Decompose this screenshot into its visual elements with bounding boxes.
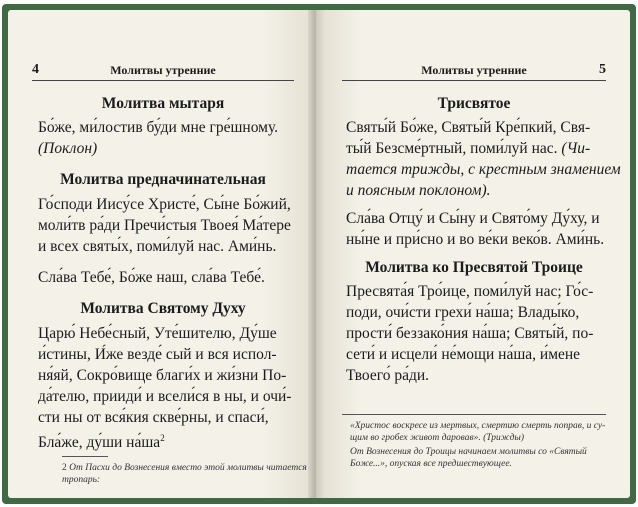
prayer-line: и́стины, И́же везде́ сый и вся испол-	[38, 346, 277, 363]
prayer-line: Го́споди Иису́се Христе́, Сы́не Бо́жий,	[38, 196, 291, 213]
book-gutter	[308, 10, 324, 498]
section-heading: Молитва предначинательная	[60, 171, 266, 188]
prayer-line: моли́тв ра́ди Пречи́стыя Твоея́ Ма́тере	[38, 217, 291, 234]
prayer-line: ня́яй, Сокро́вище благи́х и жи́зни По-	[38, 367, 287, 384]
right-page	[324, 10, 630, 498]
rubric-note: (Поклон)	[38, 140, 98, 157]
prayer-line	[346, 138, 590, 159]
footnote-number: 2	[62, 463, 67, 473]
prayer-line: Сла́ва Тебе́, Бо́же наш, сла́ва Тебе́.	[38, 269, 265, 286]
prayer-line: прости́ беззако́ния на́ша; Святы́й, по-	[346, 325, 594, 342]
prayer-line: поди, очи́сти грехи́ на́ша; Влады́ко,	[346, 304, 580, 321]
prayer-line-text: Бла́же, ду́ши на́ша	[38, 434, 161, 452]
prayer-line-text: ты́й Безсме́ртный, поми́луй нас.	[346, 140, 558, 157]
rubric-note: (Чи-	[561, 140, 591, 157]
prayer-line: ны́не и при́сно и во ве́ки веко́в. Ами́нь.	[346, 231, 605, 248]
prayer-book	[2, 4, 636, 504]
prayer-line: да́телю, прииди́ и всели́ся в ны, и очи́-	[38, 388, 292, 405]
prayer-line: сти ны от вся́кия скве́рны, и спаси́,	[38, 409, 269, 426]
prayer-line: Бо́же, ми́лостив бу́ди мне гре́шному.	[38, 119, 279, 136]
footnote-marker: 2	[160, 433, 165, 443]
footnote-line: От Вознесения до Троицы начинаем молитвы со «Святый	[350, 447, 587, 457]
footnote-rule	[62, 456, 108, 457]
section-heading: Трисвятое	[437, 95, 511, 112]
prayer-line: Пресвята́я Тро́ице, поми́луй нас; Го́с-	[346, 283, 594, 300]
left-page	[8, 10, 308, 498]
prayer-line: Святы́й Бо́же, Святы́й Кре́пкий, Свя-	[346, 119, 591, 136]
prayer-line: Сла́ва Отцу́ и Сы́ну и Свято́му Ду́ху, и	[346, 210, 600, 227]
footnote-line: Боже...», опуская все предшествующее.	[350, 459, 512, 469]
prayer-line: Твоего́ ра́ди.	[346, 367, 430, 384]
footnote-text: От Пасхи до Вознесения вместо этой молитвы читается	[69, 463, 307, 473]
rubric-note: тается трижды, с крестным знамением	[346, 161, 621, 178]
section-heading: Молитва ко Пресвятой Троице	[365, 259, 583, 276]
running-title: Молитвы утренние	[421, 63, 527, 77]
footnote-rule	[342, 414, 606, 415]
prayer-line: Царю́ Небе́сный, Уте́шителю, Ду́ше	[38, 325, 277, 342]
running-title: Молитвы утренние	[110, 63, 216, 77]
footnote	[62, 462, 307, 474]
section-heading: Молитва Святому Духу	[80, 300, 246, 317]
footnote-line: щим во гробех живот даровав». (Трижды)	[350, 433, 525, 443]
footnote-line: тропарь:	[62, 475, 101, 485]
page-number: 5	[599, 62, 606, 77]
prayer-line	[38, 428, 165, 453]
rubric-note: и поясным поклоном).	[346, 182, 491, 199]
prayer-line: сети́ и исцели́ не́мощи на́ша, и́мене	[346, 346, 581, 363]
section-heading: Молитва мытаря	[101, 95, 225, 112]
right-page-header	[342, 60, 606, 81]
left-page-header	[32, 60, 294, 81]
page-number: 4	[32, 62, 39, 77]
footnote-line: «Христос воскресе из мертвых, смертию смерть поправ, и су-	[350, 421, 606, 431]
prayer-line: и всех святы́х, поми́луй нас. Ами́нь.	[38, 238, 277, 255]
